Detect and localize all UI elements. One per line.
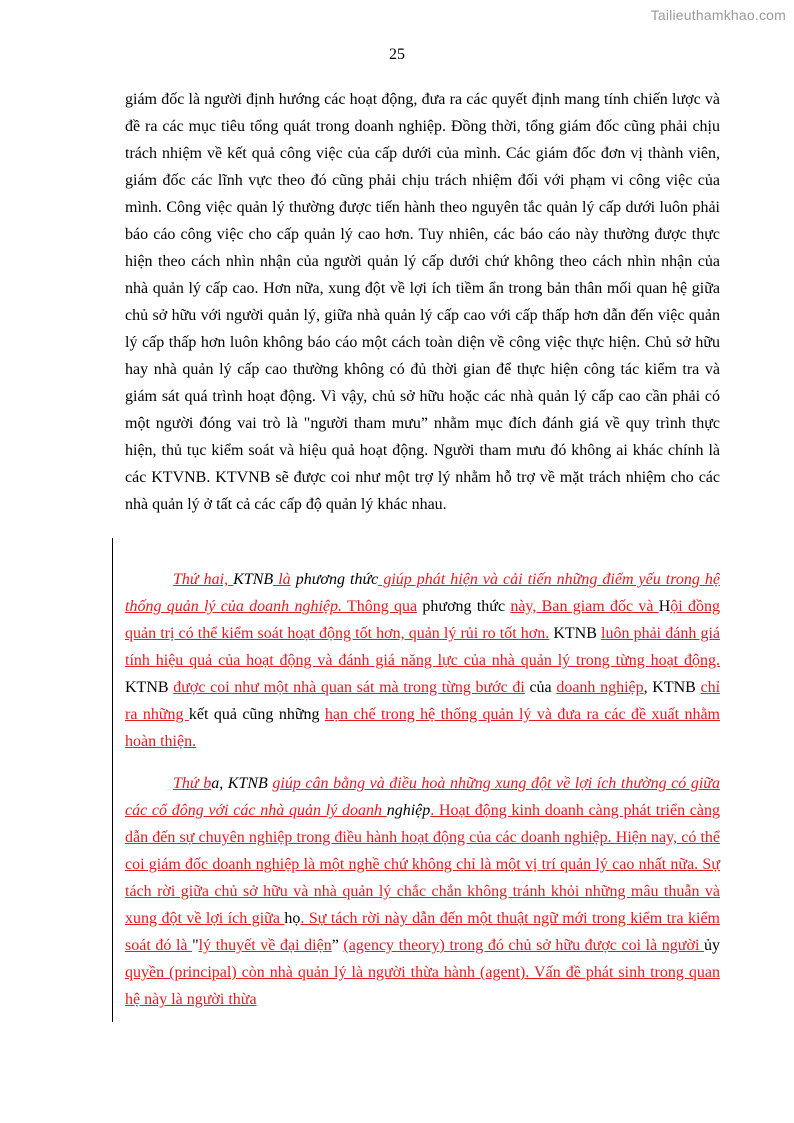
text-run: của (524, 679, 557, 696)
paragraph-2 (125, 566, 720, 755)
text-run: luôn phải đánh giá t (125, 625, 720, 669)
page-number: 25 (389, 46, 405, 63)
text-run: giúp phát hiện và cải tiến những điểm yếu trong hệ thống quản lý của doanh nghiệp. (125, 571, 720, 615)
text-run: KTNB (549, 625, 602, 642)
text-run: , KTNB (219, 775, 273, 792)
text-run: ính hiệu quả của hoạt động và đánh giá năng lực của nhà quản lý trong từng hoạt động. (129, 652, 720, 669)
text-run: Thứ b (173, 775, 212, 792)
paragraph-3-text (125, 770, 720, 1013)
text-run: doanh nghiệp (556, 679, 644, 696)
text-run: " (192, 937, 199, 954)
text-run: KTNB (125, 679, 174, 696)
text-run: phương thức (417, 598, 511, 615)
text-run: được coi như một nhà quan sát mà trong từng bước đi (173, 679, 525, 696)
paragraph-2-text (125, 566, 720, 755)
text-run: kết quả cũng những (188, 706, 325, 723)
text-run: KTNB (233, 571, 274, 588)
text-run: hạn chế trong hệ thống quản lý và đưa ra các đề xuất nhằm hoàn thiện. (125, 706, 720, 750)
text-run: H (658, 598, 671, 615)
change-bar (112, 538, 113, 1022)
text-run: họ (284, 910, 301, 927)
paragraph-1 (125, 86, 720, 518)
text-run: giúp cân bằng và điều hoà những xung đột về lợi ích thường có giữa các cổ đông với các nhà quản lý doanh (125, 775, 721, 819)
text-run: Thông qua (342, 598, 418, 615)
text-run: là (273, 571, 291, 588)
text-run: ” (331, 937, 344, 954)
text-run: (agency theory) trong đó chủ sở hữu được coi là người (343, 937, 704, 954)
text-run: . Sự tách rời này dẫn đến một thuật ngữ mới trong kiểm tra kiểm soát đó là (125, 910, 720, 954)
text-run: quyền (principal) còn nhà quản lý là người thừa hành (agent). Vấn đề phát sinh trong quan hệ này là người thừa (125, 964, 720, 1008)
text-run: . Hoạt động kinh doanh càng phát triển càng dẫn đến sự chuyên nghiệp trong điều hành hoạt động của các doanh nghiệp. Hiện nay, có thể coi giám đốc doanh nghiệp là một nghề chứ không chỉ là một vị trí quản lý cao nhất nữa. Sự tách rời giữa chủ sở hữu và nhà quản lý chắc chắn không tránh khỏi những mâu thuẫn và xung đột về lợi ích giữa (125, 802, 721, 927)
text-run: ội đồng quản trị có thể kiểm soát hoạt động tốt hơn, quản lý rủi ro tốt hơn. (125, 598, 721, 642)
text-run: chỉ ra những (125, 679, 721, 723)
text-run: , KTNB (643, 679, 701, 696)
text-run: này, B (510, 598, 553, 615)
text-run: nghiệp (386, 802, 431, 819)
text-run: lý thuyết về đại diện (198, 937, 332, 954)
text-run: phương thức (290, 571, 379, 588)
text-run: an giam đốc và (552, 598, 659, 615)
watermark: Tailieuthamkhao.com (650, 7, 786, 23)
paragraph-1-text: giám đốc là người định hướng các hoạt động, đưa ra các quyết định mang tính chiến lược và đề ra các mục tiêu tổng quát trong doanh nghiệp. Đồng thời, tổng giám đốc cũng phải chịu trách nhiệm về kết quả công việc của cấp dưới của mình. Các giám đốc đơn vị thành viên, giám đốc các lĩnh vực theo đó cũng phải chịu trách nhiệm đối với phạm vi công việc của mình. Công việc quản lý thường được tiến hành theo nguyên tắc quản lý cấp dưới luôn phải báo cáo công việc cho cấp quản lý cao hơn. Tuy nhiên, các báo cáo này thường được thực hiện theo cách nhìn nhận của người quản lý cấp dưới chứ không theo cách nhìn nhận của nhà quản lý cấp cao. Hơn nữa, xung đột về lợi ích tiềm ẩn trong bản thân mối quan hệ giữa chủ sở hữu với người quản lý, giữa nhà quản lý cấp cao với cấp thấp hơn dẫn đến việc quản lý cấp thấp hơn luôn không báo cáo một cách toàn diện về công việc thực hiện. Chủ sở hữu hay nhà quản lý cấp cao thường không có đủ thời gian để thực hiện công tác kiểm tra và giám sát quá trình hoạt động. Vì vậy, chủ sở hữu hoặc các nhà quản lý cấp cao cần phải có một người đóng vai trò là "người tham mưu” nhằm mục đích đánh giá về quy trình thực hiện, thủ tục kiểm soát và hiệu quả hoạt động. Người tham mưu đó không ai khác chính là các KTVNB. KTVNB sẽ được coi như một trợ lý nhằm hỗ trợ về mặt trách nhiệm cho các nhà quản lý ở tất cả các cấp độ quản lý khác nhau. (125, 91, 720, 513)
text-run: Thứ hai, (173, 571, 234, 588)
text-run: ủy (704, 937, 720, 954)
text-run: a (211, 775, 220, 792)
paragraph-3 (125, 770, 720, 1013)
